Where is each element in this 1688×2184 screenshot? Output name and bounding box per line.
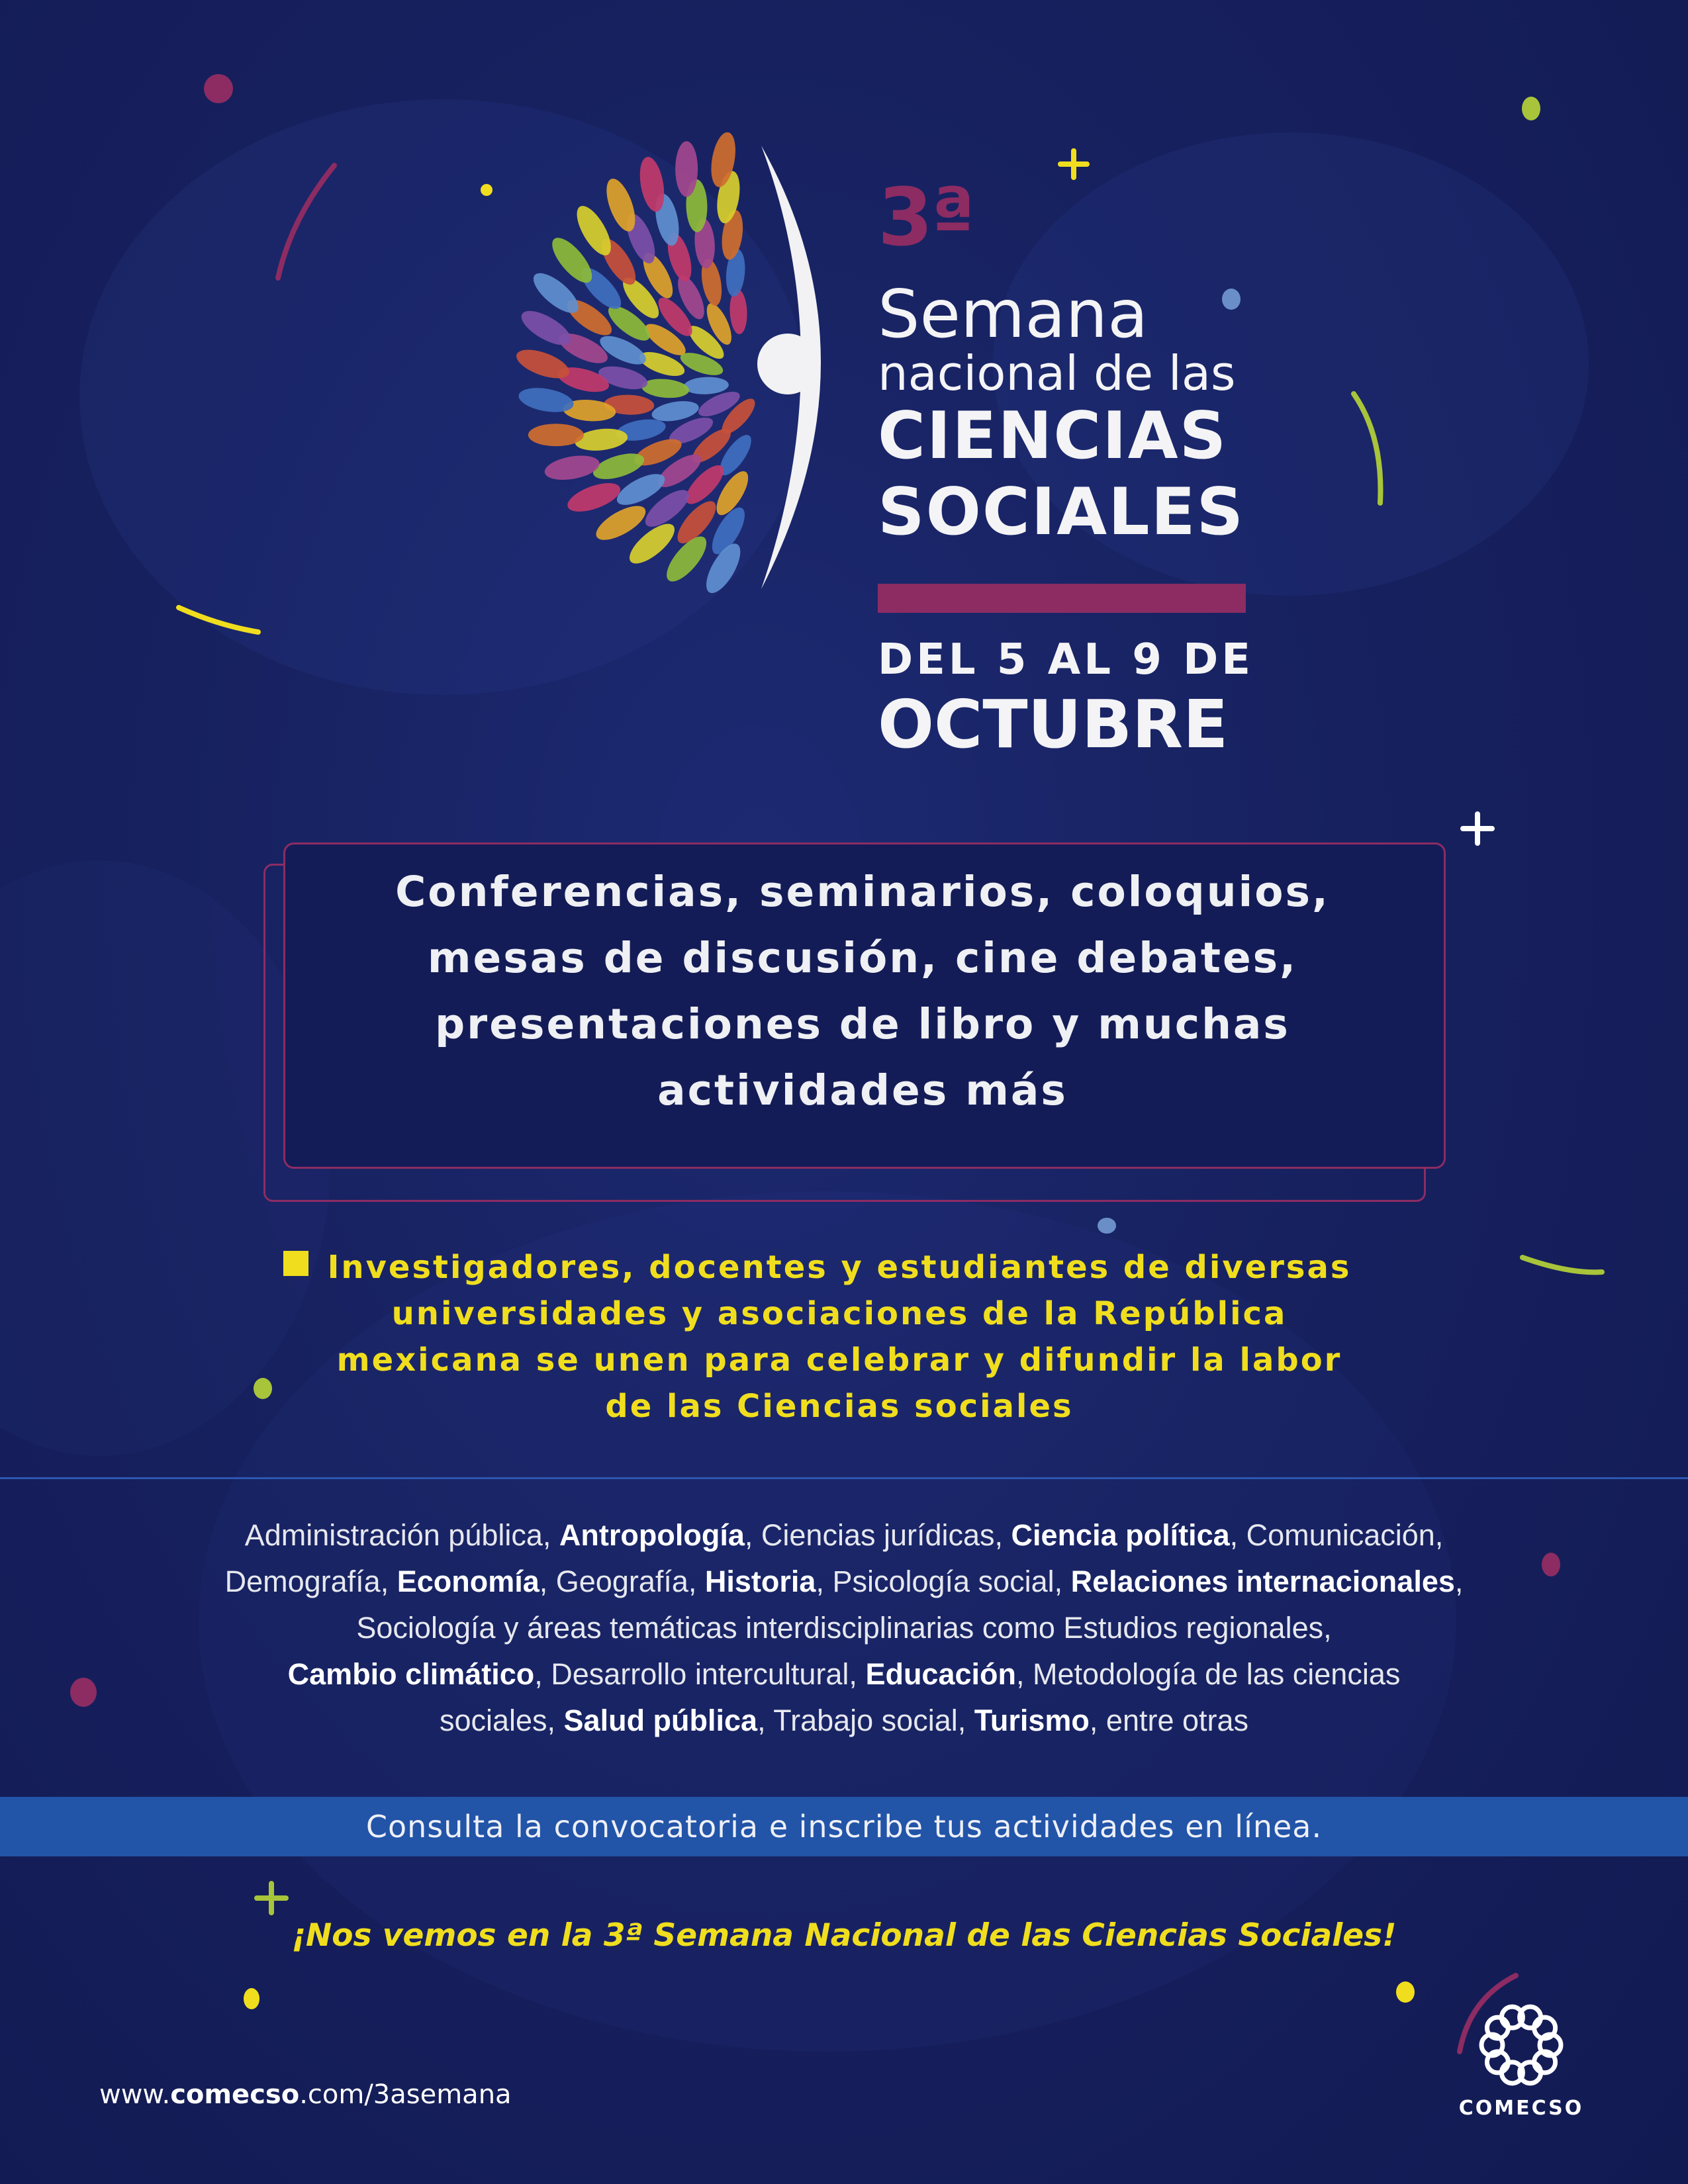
disciplines-line [0, 1512, 1688, 1559]
activities-line: mesas de discusión, cine debates, [427, 934, 1298, 982]
title-sociales: SOCIALES [878, 475, 1245, 550]
comecso-logo-icon [1475, 1999, 1568, 2091]
section-divider [0, 1477, 1688, 1479]
comecso-logo-text: COMECSO [1458, 2097, 1584, 2120]
discipline-text: , entre otras [1089, 1704, 1249, 1737]
website-url[interactable] [99, 2078, 512, 2111]
discipline-highlight: Antropología [559, 1518, 745, 1552]
leaf-petal [683, 376, 729, 395]
discipline-highlight: Economía [397, 1565, 539, 1598]
url-prefix: www. [99, 2079, 171, 2110]
participants-line: universidades y asociaciones de la República [391, 1295, 1288, 1332]
disciplines-line [0, 1698, 1688, 1744]
title-nacional: nacional de las [878, 345, 1236, 401]
dates-line-1: DEL 5 AL 9 DE [878, 635, 1254, 684]
participants-line: Investigadores, docentes y estudiantes de diversas [327, 1249, 1352, 1286]
activities-line: presentaciones de libro y muchas [435, 1000, 1290, 1048]
discipline-highlight: Ciencia política [1011, 1518, 1230, 1552]
discipline-text: , Ciencias jurídicas, [744, 1518, 1011, 1552]
leaf-petal [641, 377, 690, 400]
activities-line: actividades más [657, 1066, 1068, 1115]
title-ciencias: CIENCIAS [878, 398, 1228, 474]
disciplines-line [0, 1651, 1688, 1698]
registration-banner-text: Consulta la convocatoria e inscribe tus actividades en línea. [365, 1809, 1323, 1844]
discipline-text: , Desarrollo intercultural, [534, 1657, 866, 1691]
leaf-petal [543, 452, 602, 484]
discipline-text: Administración pública, [244, 1518, 559, 1552]
discipline-highlight: Educación [865, 1657, 1016, 1691]
leaf-petal [564, 477, 624, 518]
event-logo-emblem [417, 132, 880, 596]
discipline-highlight: Salud pública [563, 1704, 758, 1737]
leaf-petal [675, 141, 698, 197]
url-domain: comecso [170, 2079, 300, 2110]
discipline-highlight: Relaciones internacionales [1070, 1565, 1455, 1598]
disciplines-line [0, 1605, 1688, 1651]
discipline-highlight: Cambio climático [287, 1657, 535, 1691]
participants-text [283, 1244, 1395, 1430]
title-semana: Semana [878, 275, 1149, 353]
participants-line: de las Ciencias sociales [605, 1388, 1074, 1425]
discipline-text: , Trabajo social, [757, 1704, 974, 1737]
participants-line: mexicana se unen para celebrar y difundir la labor [336, 1342, 1342, 1379]
activities-line: Conferencias, seminarios, coloquios, [395, 868, 1330, 916]
activities-text [283, 859, 1442, 1124]
leaf-petal [528, 424, 584, 446]
disciplines-text [0, 1512, 1688, 1744]
title-underline-bar [878, 584, 1246, 613]
discipline-highlight: Turismo [974, 1704, 1090, 1737]
closing-message: ¡Nos vemos en la 3ª Semana Nacional de las Ciencias Sociales! [291, 1917, 1397, 1954]
discipline-text: Demografía, [224, 1565, 397, 1598]
discipline-text: , Comunicación, [1229, 1518, 1444, 1552]
discipline-highlight: Historia [704, 1565, 816, 1598]
edition-number: 3ª [878, 172, 973, 264]
url-suffix: .com/3asemana [299, 2079, 512, 2110]
dates-line-2: OCTUBRE [878, 686, 1229, 763]
discipline-text: , Metodología de las ciencias [1016, 1657, 1401, 1691]
discipline-text: Sociología y áreas temáticas interdisciplinarias como Estudios regionales, [356, 1611, 1332, 1645]
discipline-text: , Geografía, [539, 1565, 705, 1598]
discipline-text: sociales, [439, 1704, 564, 1737]
discipline-text: , [1454, 1565, 1464, 1598]
discipline-text: , Psicología social, [816, 1565, 1071, 1598]
disciplines-line [0, 1559, 1688, 1605]
